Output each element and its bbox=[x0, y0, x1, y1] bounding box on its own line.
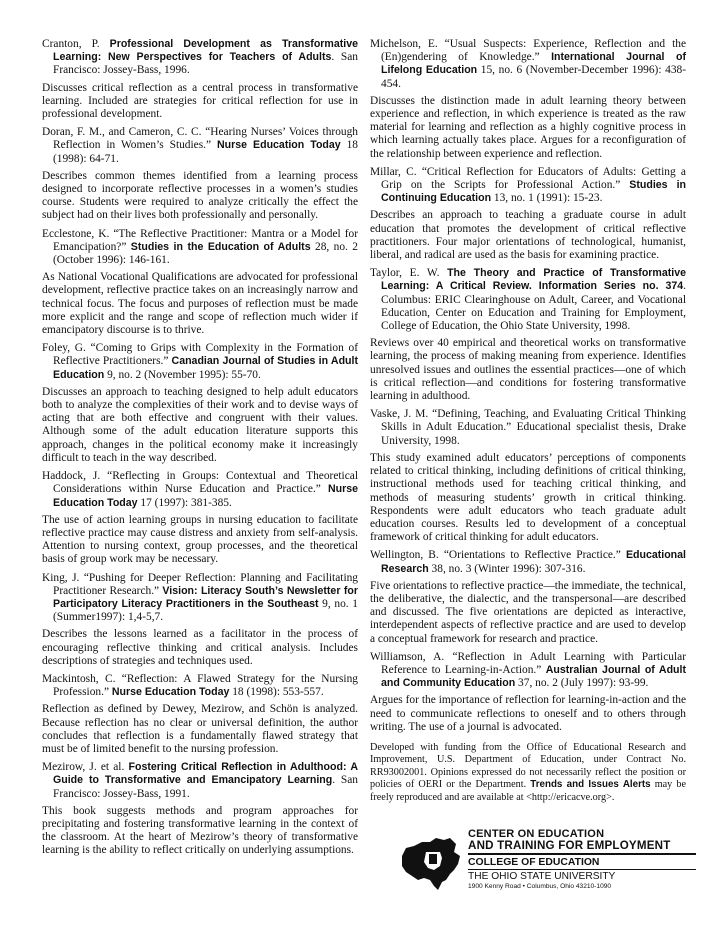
citation: Wellington, B. “Orientations to Reflective Practice.” Educational Research 38, no. 3 (Winter 1996): 307-316. bbox=[370, 549, 686, 575]
annotation: This book suggests methods and program approaches for precipitating and fostering transformative learning in the context of the classroom. At the heart of Mezirow’s theory of transformative learning is the ability to reflect critically on underlying assumptions. bbox=[42, 804, 358, 857]
series-title: Trends and Issues Alerts bbox=[530, 779, 651, 791]
bibliography-entry bbox=[370, 267, 686, 403]
left-column bbox=[42, 38, 358, 863]
annotation: As National Vocational Qualifications are advocated for professional development, reflective practice takes on an increasingly narrow and technical focus. The focus and purposes of reflection must be made more explicit and the range and scope of reflection much wider if emancipatory discourse is to thrive. bbox=[42, 271, 358, 337]
annotation: Reflection as defined by Dewey, Mezirow, and Schön is analyzed. Because reflection has no clear or universal definition, the author concludes that reflection is a fundamentally flawed strategy that must be of limited benefit to the nursing profession. bbox=[42, 703, 358, 755]
logo-line-address: 1900 Kenny Road • Columbus, Ohio 43210-1090 bbox=[468, 883, 612, 890]
logo-rule bbox=[468, 869, 696, 871]
bibliography-entry bbox=[42, 126, 358, 222]
citation-title: Canadian Journal of Studies in Adult Education bbox=[53, 355, 358, 381]
citation: Doran, F. M., and Cameron, C. C. “Hearing Nurses’ Voices through Reflection in Women’s Studies.” Nurse Education Today 18 (1998): 64-71. bbox=[42, 126, 358, 165]
citation-title: Nurse Education Today bbox=[53, 483, 358, 509]
annotation: Five orientations to reflective practice—the immediate, the technical, the deliberative, the dialectic, and the transpersonal—are described and discussed. The five orientations are depicted as interactive, interdependent aspects of reflective practice and are used to develop a conceptual framework for research and practice. bbox=[370, 579, 686, 645]
bibliography-entry bbox=[370, 549, 686, 645]
citation: Millar, C. “Critical Reflection for Educators of Adults: Getting a Grip on the Scripts for Professional Action.” Studies in Continuing Education 13, no. 1 (1991): 15-23. bbox=[370, 165, 686, 205]
citation-title: Professional Development as Transformative Learning: New Perspectives for Teachers of Adults bbox=[53, 38, 358, 64]
logo-line-center: CENTER ON EDUCATION bbox=[468, 828, 605, 840]
right-column bbox=[370, 38, 686, 804]
citation: Cranton, P. Professional Development as Transformative Learning: New Perspectives for Teachers of Adults. San Francisco: Jossey-Bass, 1996. bbox=[42, 38, 358, 77]
citation-title: Studies in the Education of Adults bbox=[130, 240, 311, 253]
bibliography-entry bbox=[370, 166, 686, 262]
citation-title: Nurse Education Today bbox=[216, 139, 341, 152]
bibliography-entry bbox=[42, 38, 358, 121]
annotation: Reviews over 40 empirical and theoretical works on transformative learning, the process of making meaning from experience. Identifies unresolved issues and outlines the essential practices—one of which is critical reflection—and conditions for fostering transformative learning in adulthood. bbox=[370, 337, 686, 403]
citation: Mackintosh, C. “Reflection: A Flawed Strategy for the Nursing Profession.” Nurse Education Today 18 (1998): 553-557. bbox=[42, 672, 358, 699]
annotation: Discusses the distinction made in adult learning theory between experience and reflection, in which experience is treated as the raw material for learning and reflection as a highly cognitive process in which learning actually takes place. Argues for a reconfiguration of the relationship between experience and reflection. bbox=[370, 94, 686, 160]
ohio-map-icon bbox=[396, 834, 470, 896]
citation: Mezirow, J. et al. Fostering Critical Reflection in Adulthood: A Guide to Transformative and Emancipatory Learning. San Francisco: Jossey-Bass, 1991. bbox=[42, 761, 358, 800]
citation: Williamson, A. “Reflection in Adult Learning with Particular Reference to Learning-in-Action.” Australian Journal of Adult and Community Education 37, no. 2 (July 1997): 93-99. bbox=[370, 650, 686, 690]
citation: Foley, G. “Coming to Grips with Complexity in the Formation of Reflective Practitioners.” Canadian Journal of Studies in Adult Education 9, no. 2 (November 1995): 55-70. bbox=[42, 342, 358, 381]
annotation: Discusses an approach to teaching designed to help adult educators both to analyze the complexities of their work and to devise ways of acting that are both effective and congruent with their values. Although some of the adult education literature supports this approach, changes in the political economy make it increasingly difficult to teach in the way described. bbox=[42, 385, 358, 464]
citation: Michelson, E. “Usual Suspects: Experience, Reflection and the (En)gendering of Knowledge.” International Journal of Lifelong Education 15, no. 6 (November-December 1996): 438-454. bbox=[370, 38, 687, 90]
annotation: Argues for the importance of reflection for learning-in-action and the need to communicate reflections to oneself and to others through writing. The use of a journal is advocated. bbox=[370, 694, 686, 733]
logo-rule bbox=[468, 853, 696, 855]
bibliography-entry bbox=[370, 38, 686, 161]
citation: Haddock, J. “Reflecting in Groups: Contextual and Theoretical Considerations within Nurse Education and Practice.” Nurse Education Today 17 (1997): 381-385. bbox=[42, 470, 358, 509]
bibliography-entry bbox=[370, 651, 686, 734]
citation: Vaske, J. M. “Defining, Teaching, and Evaluating Critical Thinking Skills in Adult Education.” Educational specialist thesis, Drake University, 1998. bbox=[370, 408, 686, 447]
citation-title: Vision: Literacy South’s Newsletter for Participatory Literacy Practitioners in the Southeast bbox=[53, 584, 358, 610]
citation: King, J. “Pushing for Deeper Reflection: Planning and Facilitating Practitioner Research.” Vision: Literacy South’s Newsletter for Participatory Literacy Practitioners in the Southeast 9, no. 1 (Summer1997): 1,4-5,7. bbox=[42, 571, 358, 624]
annotation: Describes the lessons learned as a facilitator in the process of encouraging reflective thinking and critical analysis. Includes descriptions of strategies and techniques used. bbox=[42, 628, 358, 667]
funding-footnote: Developed with funding from the Office of Educational Research and Improvement, U.S. Department of Education, under Contract No. RR93002001. Opinions expressed do not necessarily reflect the position or policies of OERI or the Department. Trends and Issues Alerts may be freely reproduced and are available at <http://ericacve.org>. bbox=[370, 741, 686, 803]
citation: Ecclestone, K. “The Reflective Practitioner: Mantra or a Model for Emancipation?” Studies in the Education of Adults 28, no. 2 (October 1996): 146-161. bbox=[42, 227, 358, 267]
annotation: Describes an approach to teaching a graduate course in adult education that promotes the development of critical reflective practitioners. Four major orientations of technological, humanist, liberal, and radical are used as the basis for examining practice. bbox=[370, 209, 686, 262]
annotation: The use of action learning groups in nursing education to facilitate reflective practice may cause distress and anxiety from self-analysis. Attention to nursing context, group processes, and the theoretical basis of group work may be necessary. bbox=[42, 513, 358, 566]
logo-line-university: THE OHIO STATE UNIVERSITY bbox=[468, 871, 616, 882]
annotation: This study examined adult educators’ perceptions of components related to critical thinking, including definitions of critical thinking, instructional methods used for teaching critical thinking, and methods of measuring students’ growth in critical thinking. Respondents were adult educators who teach graduate adult education courses. Results led to development of a conceptual framework of critical thinking for adult educators. bbox=[370, 451, 686, 544]
cete-logo bbox=[396, 828, 696, 906]
bibliography-entry bbox=[42, 673, 358, 756]
citation: Taylor, E. W. The Theory and Practice of Transformative Learning: A Critical Review. Information Series no. 374. Columbus: ERIC Clearinghouse on Adult, Career, and Vocational Education, Center on Education and Training for Employment, College of Education, the Ohio State University, 1998. bbox=[370, 267, 686, 333]
bibliography-entry bbox=[42, 342, 358, 465]
bibliography-entry bbox=[42, 470, 358, 566]
bibliography-entry bbox=[42, 228, 358, 338]
annotation: Describes common themes identified from a learning process designed to incorporate reflective processes in a women’s studies course. Students were required to analyze critically the effect the subject had on their lives both professionally and personally. bbox=[42, 169, 358, 222]
bibliography-entry bbox=[42, 761, 358, 857]
citation-title: Studies in Continuing Education bbox=[381, 179, 686, 205]
bibliography-entry bbox=[370, 408, 686, 544]
logo-line-training: AND TRAINING FOR EMPLOYMENT bbox=[468, 839, 671, 852]
citation-title: The Theory and Practice of Transformative Learning: A Critical Review. Information Series no. 374 bbox=[381, 267, 686, 293]
citation-title: Fostering Critical Reflection in Adulthood: A Guide to Transformative and Emancipatory Learning bbox=[53, 761, 358, 787]
annotation: Discusses critical reflection as a central process in transformative learning. Included are strategies for critical reflection for use in professional development. bbox=[42, 81, 358, 121]
bibliography-entry bbox=[42, 572, 358, 668]
citation-title: Educational Research bbox=[381, 549, 686, 575]
citation-title: Australian Journal of Adult and Community Education bbox=[381, 663, 686, 690]
citation-title: International Journal of Lifelong Education bbox=[381, 51, 686, 77]
citation-title: Nurse Education Today bbox=[111, 686, 230, 699]
logo-line-college: COLLEGE OF EDUCATION bbox=[468, 856, 600, 868]
